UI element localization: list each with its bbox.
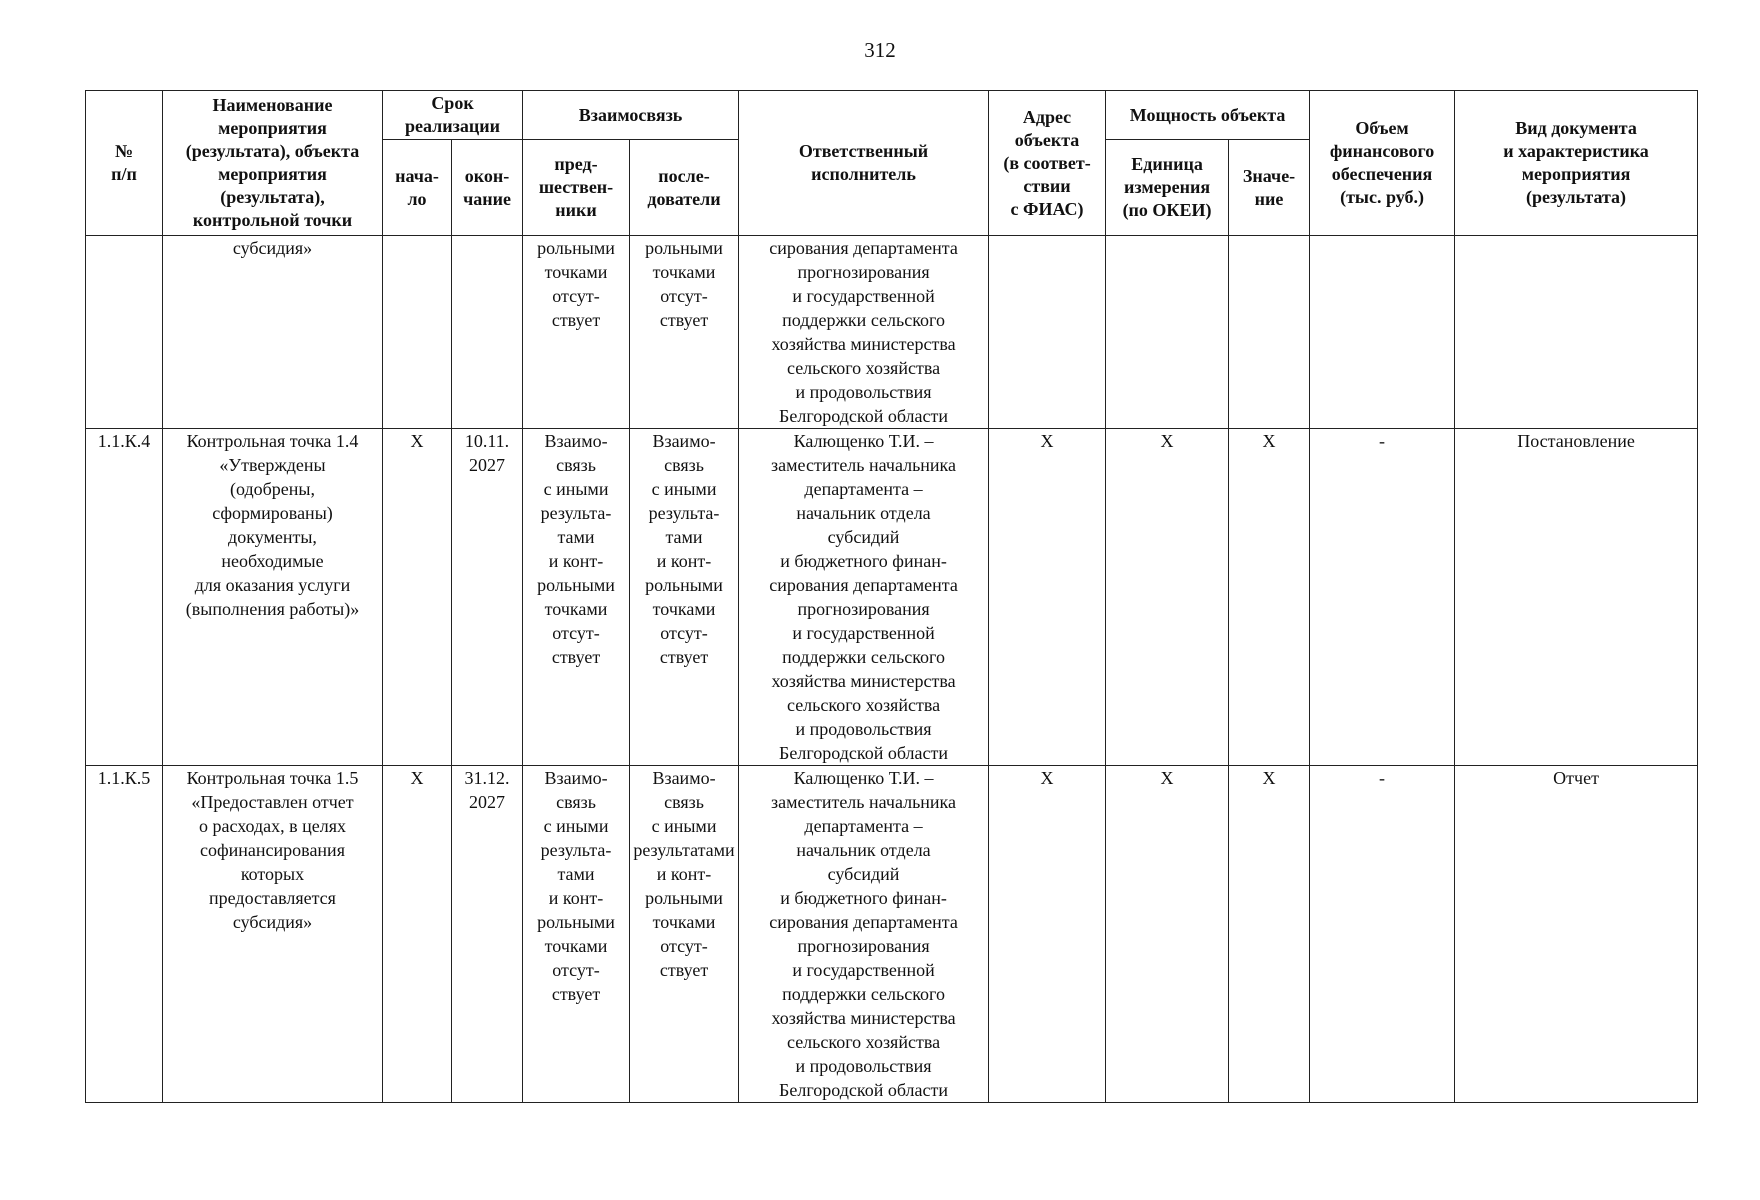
- row-predecessors: рольными точками отсут- ствует: [523, 236, 630, 429]
- header-number: № п/п: [86, 91, 163, 236]
- row-activity-name: субсидия»: [163, 236, 383, 429]
- row-funding: [1310, 236, 1455, 429]
- header-successors: после- дователи: [630, 140, 739, 236]
- row-predecessors: Взаимо- связь с иными результа- тами и конт- рольными точками отсут- ствует: [523, 766, 630, 1103]
- row-activity-name: Контрольная точка 1.5 «Предоставлен отчет о расходах, в целях софинансирования которых предоставляется субсидия»: [163, 766, 383, 1103]
- row-unit: [1106, 236, 1229, 429]
- row-value: Х: [1229, 429, 1310, 766]
- row-term-start: Х: [383, 429, 452, 766]
- row-successors: рольными точками отсут- ствует: [630, 236, 739, 429]
- row-unit: Х: [1106, 429, 1229, 766]
- row-value: [1229, 236, 1310, 429]
- header-predecessors: пред- шествен- ники: [523, 140, 630, 236]
- row-responsible: сирования департамента прогнозирования и государственной поддержки сельского хозяйства министерства сельского хозяйства и продовольствия Белгородской области: [739, 236, 989, 429]
- row-successors: Взаимо- связь с иными результатами и конт- рольными точками отсут- ствует: [630, 766, 739, 1103]
- header-term-end: окон- чание: [452, 140, 523, 236]
- row-document-type: Постановление: [1455, 429, 1698, 766]
- table-row: [86, 766, 1698, 1103]
- row-term-start: Х: [383, 766, 452, 1103]
- header-responsible: Ответственный исполнитель: [739, 91, 989, 236]
- row-successors: Взаимо- связь с иными результа- тами и конт- рольными точками отсут- ствует: [630, 429, 739, 766]
- table-row: [86, 236, 1698, 429]
- header-term-start: нача- ло: [383, 140, 452, 236]
- activity-plan-table: [85, 90, 1698, 1103]
- row-document-type: [1455, 236, 1698, 429]
- row-term-end: 31.12. 2027: [452, 766, 523, 1103]
- header-relationship: Взаимосвязь: [523, 91, 739, 140]
- row-responsible: Калющенко Т.И. – заместитель начальника департамента – начальник отдела субсидий и бюджетного финан- сирования департамента прогнозирования и государственной поддержки сельского хозяйства министерства сельского хозяйства и продовольствия Белгородской области: [739, 766, 989, 1103]
- row-number: 1.1.К.5: [86, 766, 163, 1103]
- page-number: 312: [864, 38, 896, 62]
- row-address: Х: [989, 766, 1106, 1103]
- row-address: Х: [989, 429, 1106, 766]
- row-predecessors: Взаимо- связь с иными результа- тами и конт- рольными точками отсут- ствует: [523, 429, 630, 766]
- row-responsible: Калющенко Т.И. – заместитель начальника департамента – начальник отдела субсидий и бюджетного финан- сирования департамента прогнозирования и государственной поддержки сельского хозяйства министерства сельского хозяйства и продовольствия Белгородской области: [739, 429, 989, 766]
- header-capacity: Мощность объекта: [1106, 91, 1310, 140]
- row-funding: -: [1310, 766, 1455, 1103]
- header-term: Срок реализации: [383, 91, 523, 140]
- header-value: Значе- ние: [1229, 140, 1310, 236]
- row-value: Х: [1229, 766, 1310, 1103]
- row-address: [989, 236, 1106, 429]
- row-term-end: [452, 236, 523, 429]
- row-number: [86, 236, 163, 429]
- header-address: Адрес объекта (в соответ- ствии с ФИАС): [989, 91, 1106, 236]
- table-row: [86, 429, 1698, 766]
- row-number: 1.1.К.4: [86, 429, 163, 766]
- header-document-type: Вид документа и характеристика мероприятия (результата): [1455, 91, 1698, 236]
- row-term-start: [383, 236, 452, 429]
- header-funding: Объем финансового обеспечения (тыс. руб.): [1310, 91, 1455, 236]
- row-activity-name: Контрольная точка 1.4 «Утверждены (одобрены, сформированы) документы, необходимые для оказания услуги (выполнения работы)»: [163, 429, 383, 766]
- header-activity-name: Наименование мероприятия (результата), объекта мероприятия (результата), контрольной точки: [163, 91, 383, 236]
- row-unit: Х: [1106, 766, 1229, 1103]
- row-document-type: Отчет: [1455, 766, 1698, 1103]
- row-funding: -: [1310, 429, 1455, 766]
- header-unit: Единица измерения (по ОКЕИ): [1106, 140, 1229, 236]
- row-term-end: 10.11. 2027: [452, 429, 523, 766]
